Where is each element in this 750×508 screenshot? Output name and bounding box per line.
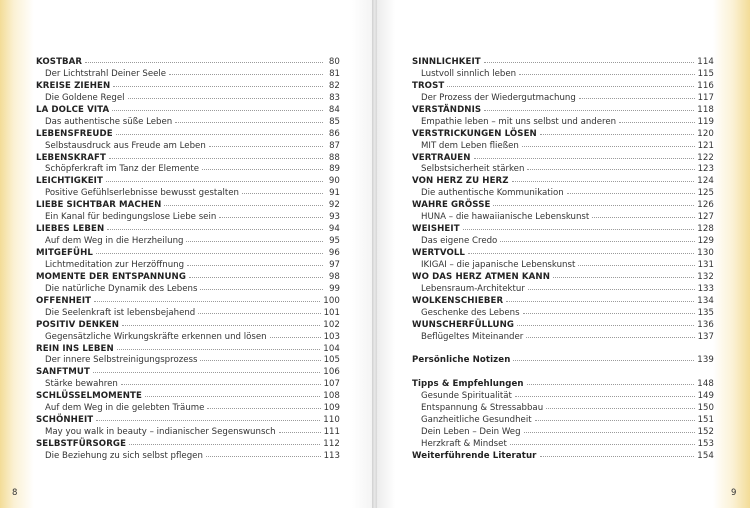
toc-entry-page: 87 [329, 140, 340, 151]
toc-chapter-entry [412, 153, 714, 165]
toc-entry-page: 139 [697, 355, 714, 366]
toc-entry-page: 117 [697, 92, 714, 103]
toc-dot-leader [527, 384, 695, 385]
toc-dot-leader [515, 396, 695, 397]
toc-entry-page: 124 [697, 176, 714, 187]
toc-entry-title: LA DOLCE VITA [36, 104, 110, 115]
toc-subentry [412, 117, 714, 129]
toc-entry-title: LEICHTIGKEIT [36, 176, 103, 187]
toc-entry-page: 81 [329, 68, 340, 79]
toc-entry-title: Der innere Selbstreinigungsprozess [45, 355, 198, 366]
toc-subentry [412, 391, 714, 403]
toc-entry-title: OFFENHEIT [36, 295, 92, 306]
toc-entry-page: 102 [323, 319, 340, 330]
toc-entry-title: WO DAS HERZ ATMEN KANN [412, 271, 550, 282]
toc-dot-leader [512, 181, 695, 182]
toc-dot-leader [207, 408, 320, 409]
page-number-right: 9 [731, 488, 737, 498]
toc-entry-title: SELBSTFÜRSORGE [36, 439, 127, 449]
toc-dot-leader [522, 146, 695, 147]
toc-chapter-entry [36, 57, 340, 69]
toc-left-column [36, 57, 340, 463]
toc-dot-leader [175, 122, 323, 123]
toc-dot-leader [553, 277, 694, 278]
toc-entry-page: 133 [697, 283, 714, 294]
toc-chapter-entry [36, 296, 340, 308]
toc-entry-title: POSITIV DENKEN [36, 319, 120, 330]
toc-chapter-entry [36, 153, 340, 165]
toc-entry-page: 137 [697, 331, 714, 342]
toc-chapter-entry [412, 320, 714, 332]
toc-entry-title: Lichtmeditation zur Herzöffnung [45, 259, 185, 270]
toc-entry-title: IKIGAI – die japanische Lebenskunst [421, 259, 576, 270]
toc-chapter-entry [412, 272, 714, 284]
toc-subentry [412, 415, 714, 427]
toc-entry-page: 153 [697, 439, 714, 449]
toc-entry-page: 134 [697, 295, 714, 306]
toc-dot-leader [198, 313, 320, 314]
left-page [0, 0, 372, 508]
toc-subentry [412, 93, 714, 105]
toc-subentry [412, 236, 714, 248]
toc-entry-title: TROST [412, 80, 445, 91]
toc-entry-title: Der Lichtstrahl Deiner Seele [45, 68, 167, 79]
toc-entry-page: 80 [328, 57, 340, 67]
toc-entry-page: 135 [697, 307, 714, 318]
toc-subentry [412, 284, 714, 296]
toc-entry-page: 154 [697, 450, 714, 461]
toc-subentry [412, 212, 714, 224]
toc-entry-page: 94 [328, 224, 340, 235]
toc-dot-leader [242, 193, 323, 194]
toc-chapter-entry [412, 296, 714, 308]
toc-dot-leader [506, 301, 694, 302]
toc-entry-title: Ein Kanal für bedingungslose Liebe sein [45, 212, 217, 223]
toc-chapter-entry [412, 57, 714, 69]
toc-entry-page: 128 [697, 224, 714, 235]
toc-entry-page: 112 [323, 439, 340, 449]
toc-entry-title: WEISHEIT [412, 224, 460, 235]
toc-subentry [412, 164, 714, 176]
toc-entry-title: Gesunde Spiritualität [421, 391, 512, 402]
toc-subentry [412, 439, 714, 451]
toc-entry-page: 109 [323, 403, 340, 414]
toc-dot-leader [546, 408, 694, 409]
toc-entry-page: 96 [328, 248, 340, 258]
toc-dot-leader [592, 217, 694, 218]
toc-entry-page: 105 [323, 355, 340, 366]
toc-entry-title: Stärke bewahren [45, 379, 118, 390]
toc-subentry [412, 141, 714, 153]
toc-entry-title: SANFTMUT [36, 367, 90, 378]
toc-entry-title: WERTVOLL [412, 248, 465, 258]
toc-subentry [36, 355, 340, 367]
toc-entry-title: VERSTRICKUNGEN LÖSEN [412, 128, 537, 139]
toc-dot-leader [187, 265, 323, 266]
toc-chapter-entry [412, 248, 714, 260]
toc-entry-title: Selbstsicherheit stärken [421, 164, 525, 175]
toc-entry-title: SCHLÜSSELMOMENTE [36, 391, 142, 402]
toc-dot-leader [527, 169, 694, 170]
toc-chapter-entry [36, 224, 340, 236]
toc-entry-page: 114 [697, 57, 714, 67]
toc-dot-leader [93, 372, 320, 373]
toc-subentry [36, 188, 340, 200]
toc-dot-leader [500, 241, 694, 242]
toc-entry-title: VON HERZ ZU HERZ [412, 176, 509, 187]
toc-dot-leader [484, 110, 694, 111]
toc-dot-leader [510, 444, 695, 445]
toc-subentry [36, 117, 340, 129]
toc-chapter-entry [412, 129, 714, 141]
toc-entry-title: Persönliche Notizen [412, 355, 511, 366]
toc-dot-leader [117, 349, 320, 350]
toc-entry-page: 113 [323, 450, 340, 461]
toc-entry-title: HUNA – die hawaiianische Lebenskunst [421, 212, 590, 223]
toc-entry-page: 129 [697, 236, 714, 247]
toc-dot-leader [468, 253, 694, 254]
toc-entry-title: Ganzheitliche Gesundheit [421, 415, 532, 426]
toc-subentry [36, 332, 340, 344]
toc-entry-title: Gegensätzliche Wirkungskräfte erkennen und lösen [45, 331, 267, 342]
toc-entry-title: MITGEFÜHL [36, 248, 93, 258]
toc-entry-page: 150 [697, 403, 714, 414]
toc-entry-page: 98 [328, 271, 340, 282]
toc-entry-title: MIT dem Leben fließen [421, 140, 519, 151]
toc-entry-page: 125 [697, 188, 714, 199]
toc-subentry [36, 427, 340, 439]
toc-entry-page: 123 [697, 164, 714, 175]
toc-dot-leader [474, 158, 695, 159]
toc-dot-leader [513, 360, 694, 361]
toc-dot-leader [121, 384, 321, 385]
toc-subentry [412, 427, 714, 439]
toc-dot-leader [94, 301, 320, 302]
toc-entry-title: Lebensraum-Architektur [421, 283, 525, 294]
toc-dot-leader [186, 241, 323, 242]
toc-entry-title: Der Prozess der Wiedergutmachung [421, 92, 576, 103]
toc-chapter-entry [36, 415, 340, 427]
toc-subentry [36, 236, 340, 248]
toc-entry-page: 115 [697, 68, 714, 79]
toc-chapter-entry [412, 224, 714, 236]
toc-dot-leader [579, 98, 695, 99]
page-number-left: 8 [12, 488, 18, 498]
toc-chapter-entry [412, 200, 714, 212]
toc-right-column [412, 57, 714, 463]
toc-dot-leader [519, 74, 695, 75]
toc-entry-page: 122 [697, 152, 714, 163]
toc-entry-title: Auf dem Weg in die Herzheilung [45, 236, 184, 247]
toc-entry-title: Geschenke des Lebens [421, 307, 520, 318]
toc-chapter-entry [412, 105, 714, 117]
toc-dot-leader [578, 265, 694, 266]
toc-subentry [412, 260, 714, 272]
toc-dot-leader [209, 146, 323, 147]
toc-dot-leader [493, 205, 694, 206]
toc-entry-title: SCHÖNHEIT [36, 415, 94, 426]
toc-entry-title: Empathie leben – mit uns selbst und anderen [421, 116, 617, 127]
toc-subentry [36, 212, 340, 224]
toc-dot-leader [169, 74, 323, 75]
toc-entry-page: 121 [697, 140, 714, 151]
toc-chapter-entry [412, 176, 714, 188]
toc-entry-title: Das authentische süße Leben [45, 116, 173, 127]
toc-section-entry [412, 451, 714, 463]
toc-dot-leader [113, 86, 323, 87]
toc-dot-leader [202, 169, 323, 170]
toc-entry-page: 86 [328, 128, 340, 139]
toc-entry-title: Tipps & Empfehlungen [412, 379, 524, 390]
toc-dot-leader [128, 98, 323, 99]
toc-dot-leader [85, 62, 323, 63]
toc-subentry [36, 284, 340, 296]
toc-chapter-entry [36, 439, 340, 451]
toc-dot-leader [484, 62, 695, 63]
toc-dot-leader [524, 432, 695, 433]
toc-entry-title: REIN INS LEBEN [36, 343, 114, 354]
toc-entry-title: Dein Leben – Dein Weg [421, 427, 521, 438]
toc-entry-title: SINNLICHKEIT [412, 57, 481, 67]
toc-dot-leader [523, 313, 695, 314]
toc-subentry [36, 93, 340, 105]
toc-dot-leader [116, 134, 323, 135]
toc-subentry [412, 403, 714, 415]
toc-dot-leader [106, 181, 323, 182]
toc-dot-leader [219, 217, 323, 218]
toc-spacer [412, 367, 714, 379]
toc-entry-page: 90 [328, 176, 340, 187]
toc-chapter-entry [36, 391, 340, 403]
toc-dot-leader [200, 360, 320, 361]
toc-entry-page: 85 [329, 116, 340, 127]
toc-dot-leader [96, 420, 320, 421]
toc-entry-page: 82 [328, 80, 340, 91]
toc-chapter-entry [36, 320, 340, 332]
toc-subentry [36, 403, 340, 415]
toc-entry-page: 83 [329, 92, 340, 103]
toc-chapter-entry [36, 248, 340, 260]
toc-entry-page: 132 [697, 271, 714, 282]
toc-entry-page: 101 [323, 307, 340, 318]
toc-entry-page: 118 [697, 104, 714, 115]
toc-chapter-entry [36, 367, 340, 379]
toc-entry-title: VERTRAUEN [412, 152, 471, 163]
toc-dot-leader [129, 444, 320, 445]
toc-dot-leader [463, 229, 695, 230]
toc-dot-leader [517, 325, 694, 326]
toc-entry-title: Selbstausdruck aus Freude am Leben [45, 140, 206, 151]
toc-entry-title: Entspannung & Stressabbau [421, 403, 544, 414]
toc-entry-page: 84 [328, 104, 340, 115]
toc-entry-page: 110 [323, 415, 340, 426]
toc-entry-page: 100 [323, 295, 340, 306]
toc-dot-leader [526, 337, 694, 338]
toc-entry-title: LEBENSFREUDE [36, 128, 113, 139]
toc-subentry [412, 332, 714, 344]
toc-entry-title: Schöpferkraft im Tanz der Elemente [45, 164, 200, 175]
toc-dot-leader [189, 277, 323, 278]
toc-entry-title: KOSTBAR [36, 57, 83, 67]
toc-entry-title: Positive Gefühlserlebnisse bewusst gestalten [45, 188, 239, 199]
toc-entry-title: May you walk in beauty – indianischer Segenswunsch [45, 427, 276, 438]
toc-entry-page: 120 [697, 128, 714, 139]
toc-entry-title: Die Goldene Regel [45, 92, 125, 103]
toc-entry-page: 92 [328, 200, 340, 211]
toc-entry-title: Herzkraft & Mindset [421, 439, 507, 449]
toc-subentry [36, 260, 340, 272]
toc-entry-page: 108 [323, 391, 340, 402]
toc-entry-title: WUNSCHERFÜLLUNG [412, 319, 515, 330]
toc-entry-title: Die Seelenkraft ist lebensbejahend [45, 307, 196, 318]
toc-entry-page: 95 [329, 236, 340, 247]
toc-entry-title: LIEBES LEBEN [36, 224, 105, 235]
toc-chapter-entry [36, 81, 340, 93]
toc-entry-page: 103 [323, 331, 340, 342]
toc-entry-title: Die authentische Kommunikation [421, 188, 564, 199]
toc-dot-leader [540, 456, 695, 457]
toc-subentry [36, 164, 340, 176]
toc-dot-leader [567, 193, 695, 194]
toc-entry-page: 116 [697, 80, 714, 91]
toc-dot-leader [107, 229, 323, 230]
toc-entry-title: WOLKENSCHIEBER [412, 295, 504, 306]
toc-entry-title: LIEBE SICHTBAR MACHEN [36, 200, 162, 211]
toc-dot-leader [279, 432, 321, 433]
toc-entry-page: 89 [329, 164, 340, 175]
toc-subentry [412, 69, 714, 81]
toc-entry-title: VERSTÄNDNIS [412, 104, 482, 115]
toc-entry-page: 126 [697, 200, 714, 211]
toc-entry-title: WAHRE GRÖSSE [412, 200, 491, 211]
toc-dot-leader [540, 134, 694, 135]
toc-entry-title: Weiterführende Literatur [412, 450, 537, 461]
toc-entry-page: 107 [323, 379, 340, 390]
toc-section-entry [412, 379, 714, 391]
toc-dot-leader [447, 86, 694, 87]
toc-entry-page: 136 [697, 319, 714, 330]
toc-entry-page: 99 [329, 283, 340, 294]
toc-entry-title: LEBENSKRAFT [36, 152, 106, 163]
toc-entry-page: 131 [697, 259, 714, 270]
toc-entry-page: 88 [328, 152, 340, 163]
toc-subentry [412, 308, 714, 320]
toc-entry-page: 130 [697, 248, 714, 258]
toc-entry-page: 93 [329, 212, 340, 223]
toc-entry-page: 119 [697, 116, 714, 127]
toc-entry-page: 111 [323, 427, 340, 438]
toc-dot-leader [122, 325, 320, 326]
toc-entry-page: 149 [697, 391, 714, 402]
toc-entry-page: 151 [697, 415, 714, 426]
toc-subentry [36, 379, 340, 391]
toc-entry-page: 106 [323, 367, 340, 378]
toc-subentry [412, 188, 714, 200]
toc-spacer [412, 344, 714, 356]
toc-dot-leader [109, 158, 323, 159]
toc-entry-page: 97 [329, 259, 340, 270]
toc-subentry [36, 451, 340, 463]
toc-chapter-entry [412, 81, 714, 93]
toc-chapter-entry [36, 200, 340, 212]
toc-dot-leader [200, 289, 323, 290]
toc-entry-title: MOMENTE DER ENTSPANNUNG [36, 271, 186, 282]
toc-dot-leader [96, 253, 323, 254]
toc-section-entry [412, 355, 714, 367]
toc-entry-title: Beflügeltes Miteinander [421, 331, 524, 342]
toc-entry-page: 91 [329, 188, 340, 199]
toc-dot-leader [619, 122, 694, 123]
toc-chapter-entry [36, 344, 340, 356]
toc-chapter-entry [36, 129, 340, 141]
toc-dot-leader [112, 110, 323, 111]
toc-chapter-entry [36, 272, 340, 284]
toc-subentry [36, 141, 340, 153]
toc-entry-page: 148 [697, 379, 714, 390]
toc-chapter-entry [36, 176, 340, 188]
toc-entry-title: Auf dem Weg in die gelebten Träume [45, 403, 205, 414]
toc-entry-page: 127 [697, 212, 714, 223]
toc-dot-leader [528, 289, 695, 290]
toc-dot-leader [206, 456, 321, 457]
toc-entry-title: Das eigene Credo [421, 236, 498, 247]
toc-entry-title: Lustvoll sinnlich leben [421, 68, 517, 79]
toc-chapter-entry [36, 105, 340, 117]
toc-dot-leader [164, 205, 323, 206]
toc-entry-page: 152 [697, 427, 714, 438]
toc-entry-page: 104 [323, 343, 340, 354]
toc-entry-title: Die natürliche Dynamik des Lebens [45, 283, 198, 294]
toc-subentry [36, 308, 340, 320]
toc-dot-leader [270, 337, 321, 338]
toc-dot-leader [535, 420, 695, 421]
toc-entry-title: KREISE ZIEHEN [36, 80, 111, 91]
toc-subentry [36, 69, 340, 81]
toc-entry-title: Die Beziehung zu sich selbst pflegen [45, 450, 203, 461]
toc-dot-leader [145, 396, 320, 397]
